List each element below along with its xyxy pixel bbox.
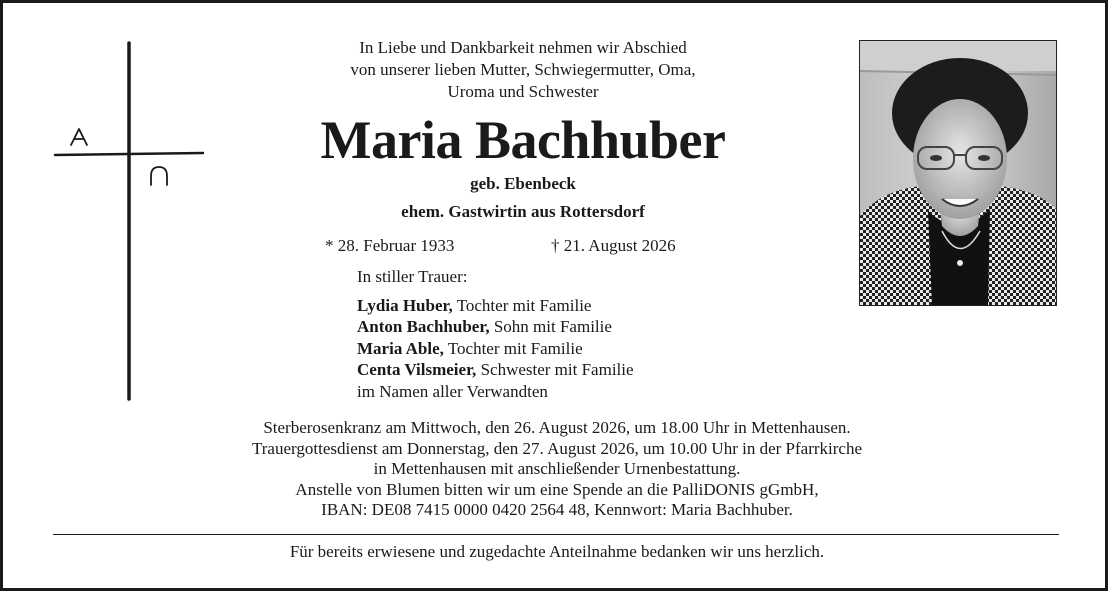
mourners-block (357, 266, 634, 402)
occupation: ehem. Gastwirtin aus Rottersdorf (401, 202, 645, 221)
note-line: Sterberosenkranz am Mittwoch, den 26. August 2026, um 18.00 Uhr in Mettenhausen. (263, 418, 851, 437)
divider (53, 534, 1059, 535)
mourner-relation: Tochter mit Familie (443, 338, 583, 358)
note-line: in Mettenhausen mit anschließender Urnenbestattung. (373, 459, 741, 478)
mourner-name: Centa Vilsmeier, (357, 360, 477, 379)
mourners-heading: In stiller Trauer: (357, 267, 468, 286)
mourner-name: Anton Bachhuber, (357, 317, 490, 336)
mourner-line (357, 316, 634, 338)
mourner-line (357, 338, 634, 360)
deceased-name: Maria Bachhuber (320, 110, 726, 170)
mourner-line (357, 295, 634, 317)
note-line: Trauergottesdienst am Donnerstag, den 27. August 2026, um 10.00 Uhr in der Pfarrkirche (251, 438, 863, 458)
mourners-closing: im Namen aller Verwandten (357, 381, 548, 401)
death-date: † 21. August 2026 (551, 236, 676, 255)
mourner-relation: Sohn mit Familie (489, 317, 612, 336)
mourner-relation: Tochter mit Familie (452, 295, 592, 315)
intro-line: Uroma und Schwester (447, 82, 599, 101)
mourner-name: Lydia Huber, (357, 295, 453, 315)
birth-name: geb. Ebenbeck (470, 174, 576, 193)
thanks-line: Für bereits erwiesene und zugedachte Anteilnahme bedanken wir uns herzlich. (289, 542, 825, 561)
note-line: IBAN: DE08 7415 0000 0420 2564 48, Kennwort: Maria Bachhuber. (321, 500, 793, 519)
mourner-line (357, 359, 634, 381)
cross-alpha-omega-icon (51, 41, 211, 403)
intro-line: von unserer lieben Mutter, Schwiegermutter, Oma, (350, 60, 696, 79)
portrait-photo (859, 40, 1057, 306)
intro-text (223, 37, 823, 103)
mourner-relation: Schwester mit Familie (476, 360, 634, 379)
intro-line: In Liebe und Dankbarkeit nehmen wir Abschied (359, 38, 687, 57)
note-line: Anstelle von Blumen bitten wir um eine Spende an die PalliDONIS gGmbH, (295, 479, 819, 499)
service-notes (43, 418, 1071, 521)
mourner-name: Maria Able, (357, 338, 444, 358)
birth-date: * 28. Februar 1933 (325, 236, 455, 255)
